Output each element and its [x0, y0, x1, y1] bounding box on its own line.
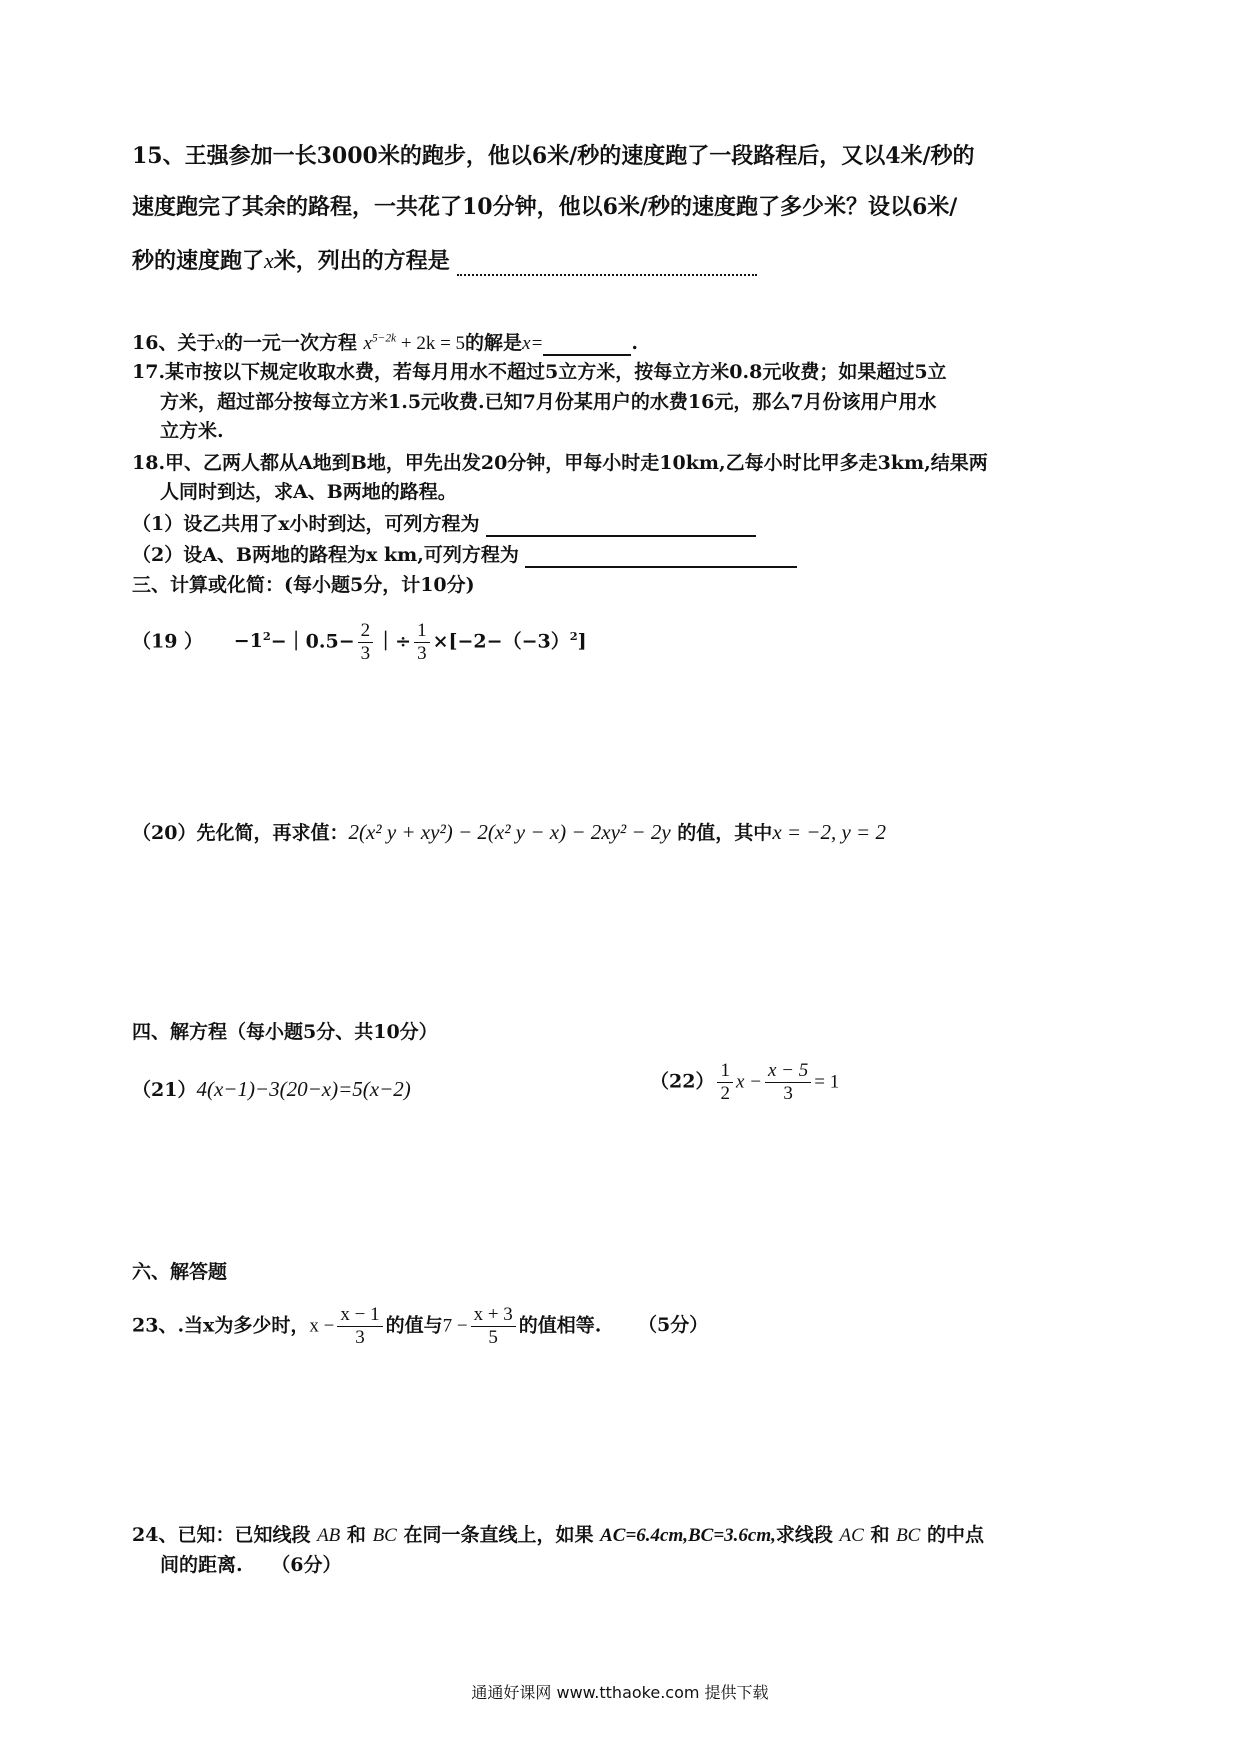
q16-eq-rest: + 2k = 5: [396, 333, 466, 354]
q19-part4-exp: 2: [569, 629, 578, 644]
q19-part3: ｜÷: [376, 630, 412, 653]
q24-ab: AB: [317, 1525, 341, 1546]
q16-pre: 16、关于: [132, 332, 216, 354]
q18-sub1-blank[interactable]: [486, 513, 756, 537]
q20-label: （20）先化简，再求值：: [132, 822, 349, 844]
q19-line: [132, 620, 587, 665]
q23-score: （5分）: [638, 1314, 709, 1337]
q15-var: x: [264, 248, 274, 273]
q23-mid: 的值与: [385, 1314, 443, 1337]
q21-label: （21）: [132, 1079, 197, 1101]
section4-title: 四、解方程（每小题5分、共10分）: [132, 1021, 438, 1043]
footer-credit: 通通好课网 www.tthaoke.com 提供下载: [471, 1683, 769, 1702]
q21-line: [132, 1075, 411, 1102]
q22-frac2: $\frac{x - 5}{3}$: [765, 1060, 811, 1105]
q16-answer-label: x=: [522, 333, 544, 354]
q24-mid: 在同一条直线上，如果: [403, 1524, 594, 1546]
q19-frac1: $\frac{2}{3}$: [358, 620, 374, 665]
q15-line1: 15、王强参加一长3000米的跑步，他以6米/秒的速度跑了一段路程后，又以4米/秒的: [132, 143, 975, 169]
q19-part2: −｜0.5−: [270, 630, 355, 653]
q16-eq-base: x: [363, 333, 372, 354]
q20-expression: 2(x² y + xy²) − 2(x² y − x) − 2xy² − 2y: [348, 820, 671, 844]
q16-answer-blank[interactable]: [543, 332, 631, 356]
q19-part4: ×[−2−（−3）: [432, 630, 570, 653]
q23-frac2: $\frac{x + 3}{5}$: [471, 1304, 516, 1349]
q21-equation: 4(x−1)−3(20−x)=5(x−2): [196, 1077, 411, 1101]
q19-part1-exp: 2: [262, 629, 271, 644]
q23-x1: x −: [309, 1315, 335, 1337]
q24-line1: [132, 1520, 984, 1547]
section3-title: 三、计算或化简：(每小题5分，计10分): [132, 574, 475, 596]
q19-part5: ]: [577, 630, 587, 653]
q17-line2: 方米，超过部分按每立方米1.5元收费.已知7月份某用户的水费16元，那么7月份该用户用水: [160, 391, 937, 413]
q18-sub2: [132, 540, 797, 568]
q16-equation: [364, 333, 466, 354]
q24-bc: BC: [372, 1525, 397, 1546]
q18-sub1: [132, 509, 756, 537]
q22-line: [650, 1060, 839, 1105]
q16-mid: 的一元一次方程: [223, 332, 357, 354]
q22-mid: x −: [735, 1071, 762, 1093]
q18-line2: 人同时到达，求A、B两地的路程。: [160, 481, 457, 503]
q17-line1: 17.某市按以下规定收取水费，若每月用水不超过5立方米，按每立方米0.8元收费；如果超过5立: [132, 361, 947, 383]
q22-post: = 1: [814, 1071, 840, 1093]
q16-post: 的解是: [465, 332, 523, 354]
q24-score: （6分）: [271, 1554, 342, 1576]
q23-post: 的值相等.: [518, 1314, 602, 1337]
q24-and2: 和: [870, 1524, 890, 1546]
q23-frac1: $\frac{x - 1}{3}$: [337, 1304, 382, 1349]
q16-var: x: [215, 333, 224, 354]
q22-label: （22）: [650, 1070, 715, 1093]
q24-pre: 24、已知：已知线段: [132, 1524, 311, 1546]
q20-line: [132, 818, 886, 845]
q24-end: 的中点: [926, 1524, 984, 1546]
q20-post: 的值，其中: [677, 822, 773, 844]
q24-ac2: AC: [839, 1525, 864, 1546]
q24-line2-text: 间的距离.: [160, 1554, 243, 1576]
q16-eq-exp: 5−2k: [371, 332, 397, 345]
q24-post: 求线段: [775, 1524, 833, 1546]
q19-part1: −1: [233, 630, 263, 653]
q23-line: [132, 1304, 708, 1349]
q16-line: [132, 328, 638, 356]
q15-line3-pre: 秒的速度跑了: [132, 248, 265, 274]
q18-line1: 18.甲、乙两人都从A地到B地，甲先出发20分钟，甲每小时走10km,乙每小时比甲多走3km,结果两: [132, 452, 988, 474]
q15-line3: [132, 244, 757, 276]
q18-sub1-text: （1）设乙共用了x小时到达，可列方程为: [132, 513, 480, 535]
q24-and1: 和: [346, 1524, 366, 1546]
q22-frac1: $\frac{1}{2}$: [717, 1060, 733, 1105]
q24-given: AC=6.4cm,BC=3.6cm,: [600, 1525, 776, 1546]
q18-sub2-blank[interactable]: [525, 544, 797, 568]
q20-condition: x = −2, y = 2: [772, 820, 886, 844]
q17-line3: 立方米.: [160, 420, 224, 442]
q15-line3-post: 米，列出的方程是: [273, 248, 450, 274]
q24-line2: [160, 1550, 341, 1577]
q19-label: （19 ）: [132, 630, 204, 653]
q16-end: .: [631, 332, 638, 354]
section6-title: 六、解答题: [132, 1261, 228, 1283]
q23-x2: 7 −: [442, 1315, 468, 1337]
q24-bc2: BC: [896, 1525, 921, 1546]
q18-sub2-text: （2）设A、B两地的路程为x km,可列方程为: [132, 544, 519, 566]
q23-pre: 23、.当x为多少时，: [132, 1314, 310, 1337]
q15-answer-blank[interactable]: [457, 248, 757, 276]
q19-frac2: $\frac{1}{3}$: [414, 620, 430, 665]
q15-line2: 速度跑完了其余的路程，一共花了10分钟，他以6米/秒的速度跑了多少米？设以6米/: [132, 194, 958, 220]
